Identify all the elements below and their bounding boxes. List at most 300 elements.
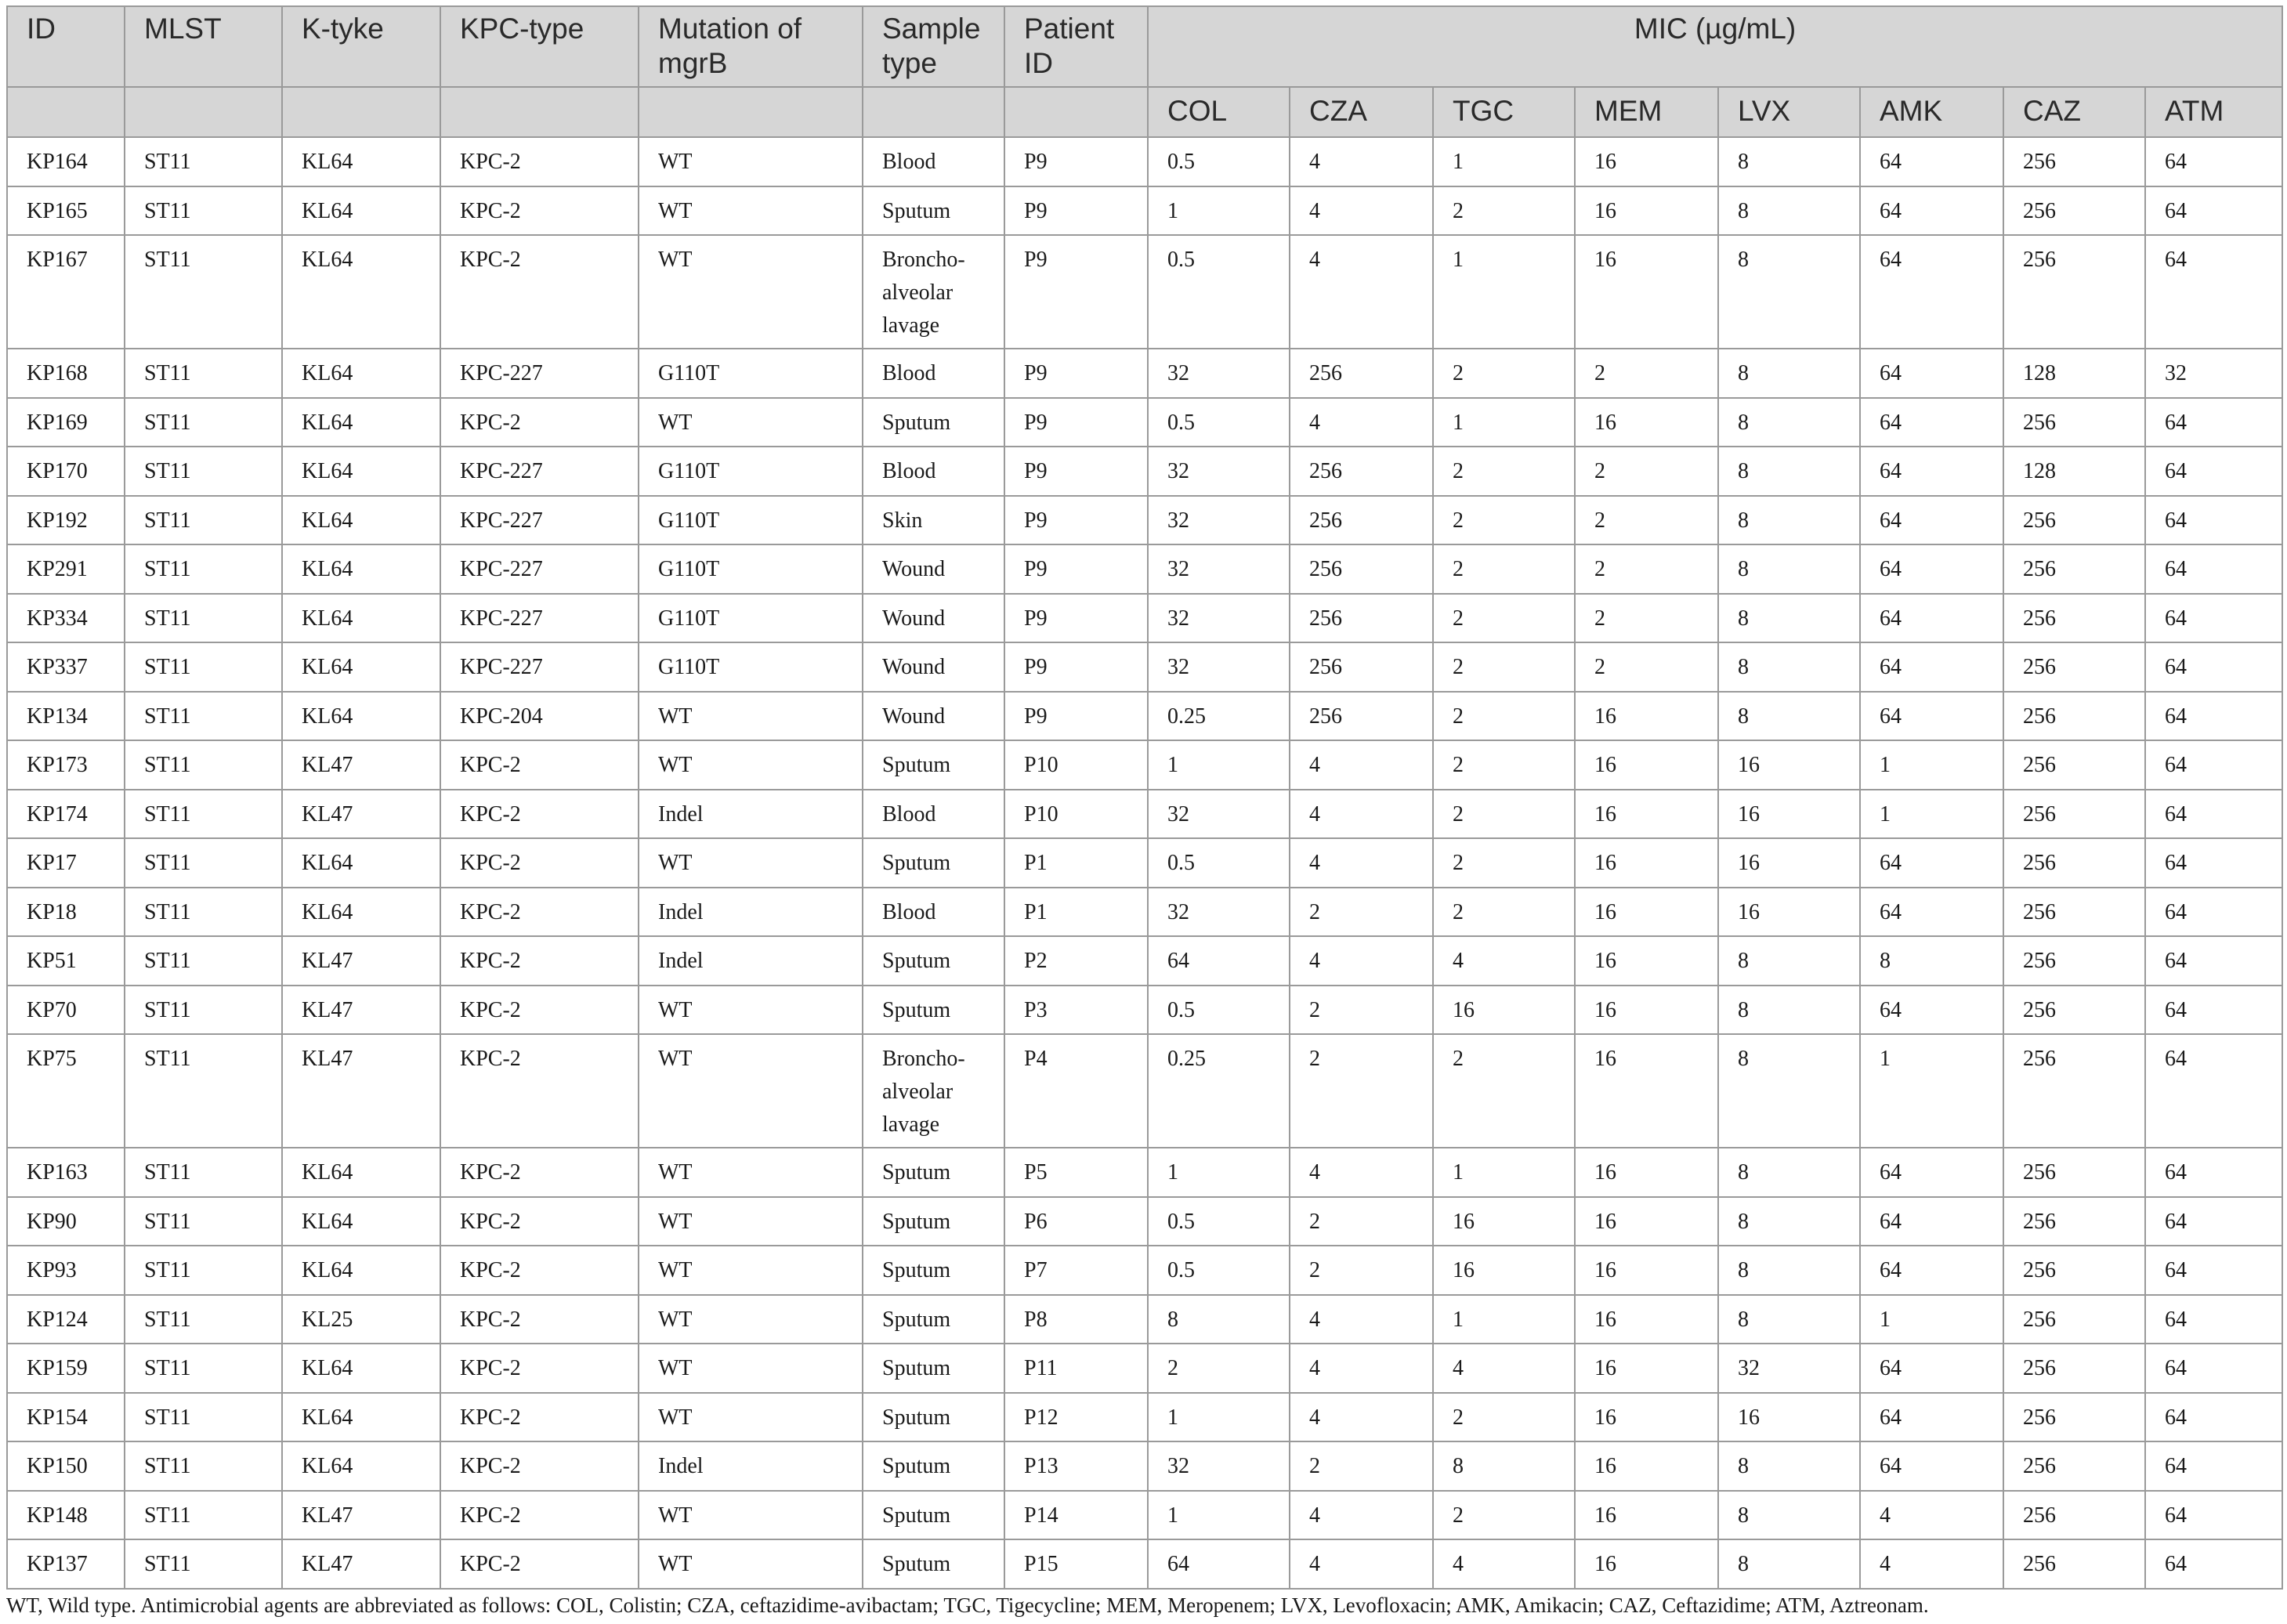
table-cell: 256 — [1290, 496, 1433, 545]
table-cell: KP164 — [7, 137, 125, 186]
table-cell: 8 — [1718, 1539, 1860, 1589]
table-cell: KP134 — [7, 692, 125, 741]
table-cell: 64 — [2145, 1148, 2282, 1197]
table-cell: 16 — [1575, 936, 1718, 986]
table-cell: WT — [639, 1295, 863, 1344]
table-row — [7, 235, 2282, 349]
table-cell: 256 — [2003, 642, 2145, 692]
table-cell: 2 — [1433, 496, 1575, 545]
table-row — [7, 1197, 2282, 1246]
table-cell: P9 — [1004, 496, 1148, 545]
table-row — [7, 1539, 2282, 1589]
table-cell: Sputum — [863, 1246, 1004, 1295]
table-cell: 64 — [2145, 740, 2282, 790]
table-cell: 256 — [2003, 790, 2145, 839]
table-cell: 2 — [1433, 642, 1575, 692]
table-cell: 4 — [1860, 1539, 2003, 1589]
table-cell: 64 — [2145, 496, 2282, 545]
table-cell: KL47 — [282, 936, 440, 986]
table-cell: 2 — [1575, 349, 1718, 398]
table-cell: 256 — [1290, 544, 1433, 594]
table-cell: 4 — [1290, 398, 1433, 447]
table-cell: 8 — [1718, 544, 1860, 594]
header-mutation: Mutation of mgrB — [639, 6, 863, 87]
table-cell: KP93 — [7, 1246, 125, 1295]
header-empty — [282, 87, 440, 137]
table-header — [7, 6, 2282, 137]
table-cell: 64 — [2145, 1246, 2282, 1295]
table-cell: 16 — [1575, 986, 1718, 1035]
table-cell: KP169 — [7, 398, 125, 447]
table-cell: WT — [639, 1344, 863, 1393]
table-cell: 2 — [1433, 1393, 1575, 1442]
table-cell: 16 — [1433, 986, 1575, 1035]
table-cell: 16 — [1575, 1491, 1718, 1540]
table-cell: P4 — [1004, 1034, 1148, 1148]
table-cell: 32 — [1148, 790, 1290, 839]
table-cell: 256 — [2003, 137, 2145, 186]
table-cell: 8 — [1718, 349, 1860, 398]
table-cell: KL64 — [282, 544, 440, 594]
table-cell: Sputum — [863, 398, 1004, 447]
table-cell: KP70 — [7, 986, 125, 1035]
table-cell: 64 — [2145, 1034, 2282, 1148]
table-cell: 64 — [2145, 1344, 2282, 1393]
table-cell: 16 — [1575, 398, 1718, 447]
table-cell: KPC-2 — [440, 986, 639, 1035]
header-mic-amk: AMK — [1860, 87, 2003, 137]
table-cell: KP334 — [7, 594, 125, 643]
table-cell: 2 — [1575, 642, 1718, 692]
table-cell: KL47 — [282, 986, 440, 1035]
table-cell: 16 — [1575, 1148, 1718, 1197]
table-row — [7, 447, 2282, 496]
table-cell: ST11 — [125, 936, 282, 986]
table-cell: 4 — [1290, 1344, 1433, 1393]
table-cell: 0.5 — [1148, 986, 1290, 1035]
table-cell: P12 — [1004, 1393, 1148, 1442]
table-cell: 64 — [2145, 544, 2282, 594]
table-cell: 256 — [2003, 1441, 2145, 1491]
table-cell: 2 — [1433, 349, 1575, 398]
table-cell: 8 — [1718, 594, 1860, 643]
mic-results-table — [6, 5, 2283, 1590]
table-cell: 1 — [1433, 235, 1575, 349]
table-cell: 64 — [2145, 838, 2282, 888]
table-cell: Sputum — [863, 838, 1004, 888]
table-cell: KP168 — [7, 349, 125, 398]
table-cell: 64 — [1860, 186, 2003, 236]
table-cell: 0.5 — [1148, 1197, 1290, 1246]
table-cell: ST11 — [125, 740, 282, 790]
table-cell: 2 — [1433, 888, 1575, 937]
table-cell: 64 — [2145, 235, 2282, 349]
table-cell: 256 — [2003, 1491, 2145, 1540]
table-cell: WT — [639, 740, 863, 790]
table-cell: 128 — [2003, 447, 2145, 496]
table-cell: Sputum — [863, 1197, 1004, 1246]
table-cell: KP150 — [7, 1441, 125, 1491]
table-row — [7, 986, 2282, 1035]
header-empty — [440, 87, 639, 137]
table-cell: KL64 — [282, 1441, 440, 1491]
table-cell: 2 — [1148, 1344, 1290, 1393]
table-cell: WT — [639, 1034, 863, 1148]
table-cell: 4 — [1433, 1539, 1575, 1589]
table-cell: G110T — [639, 496, 863, 545]
table-cell: 128 — [2003, 349, 2145, 398]
table-cell: 1 — [1860, 1034, 2003, 1148]
table-cell: G110T — [639, 544, 863, 594]
table-cell: 64 — [1860, 1148, 2003, 1197]
table-cell: 2 — [1433, 447, 1575, 496]
table-cell: ST11 — [125, 986, 282, 1035]
table-cell: 64 — [1860, 888, 2003, 937]
table-cell: 16 — [1575, 692, 1718, 741]
table-row — [7, 1393, 2282, 1442]
table-cell: KL64 — [282, 1246, 440, 1295]
table-cell: 8 — [1718, 137, 1860, 186]
table-cell: 8 — [1718, 447, 1860, 496]
table-cell: KPC-2 — [440, 137, 639, 186]
table-cell: 0.25 — [1148, 1034, 1290, 1148]
table-cell: 16 — [1718, 740, 1860, 790]
table-cell: Sputum — [863, 1344, 1004, 1393]
table-cell: 1 — [1433, 137, 1575, 186]
table-cell: 64 — [1860, 235, 2003, 349]
table-cell: 64 — [1860, 1246, 2003, 1295]
table-row — [7, 1344, 2282, 1393]
header-empty — [7, 87, 125, 137]
table-cell: G110T — [639, 642, 863, 692]
table-cell: 0.5 — [1148, 235, 1290, 349]
table-cell: 64 — [2145, 594, 2282, 643]
table-cell: 1 — [1148, 1491, 1290, 1540]
table-cell: 1 — [1860, 740, 2003, 790]
table-row — [7, 642, 2282, 692]
table-cell: WT — [639, 1491, 863, 1540]
table-cell: 256 — [2003, 1034, 2145, 1148]
table-cell: 16 — [1718, 790, 1860, 839]
table-cell: 64 — [1860, 594, 2003, 643]
table-cell: 8 — [1718, 642, 1860, 692]
table-cell: 2 — [1433, 594, 1575, 643]
table-cell: 2 — [1575, 447, 1718, 496]
table-cell: 256 — [1290, 349, 1433, 398]
table-cell: 64 — [2145, 986, 2282, 1035]
table-cell: 256 — [2003, 496, 2145, 545]
table-cell: 16 — [1575, 888, 1718, 937]
table-cell: KP154 — [7, 1393, 125, 1442]
table-cell: 2 — [1290, 1441, 1433, 1491]
table-cell: KL64 — [282, 447, 440, 496]
table-cell: KL64 — [282, 642, 440, 692]
table-cell: 256 — [2003, 692, 2145, 741]
table-cell: WT — [639, 235, 863, 349]
table-cell: 8 — [1718, 1295, 1860, 1344]
table-cell: KP18 — [7, 888, 125, 937]
table-cell: 4 — [1433, 936, 1575, 986]
table-row — [7, 496, 2282, 545]
table-cell: 64 — [1860, 1197, 2003, 1246]
table-cell: Blood — [863, 349, 1004, 398]
table-cell: KPC-227 — [440, 349, 639, 398]
table-cell: 2 — [1433, 1491, 1575, 1540]
table-cell: 4 — [1290, 1295, 1433, 1344]
table-cell: 16 — [1718, 888, 1860, 937]
table-cell: 64 — [1860, 398, 2003, 447]
table-cell: 64 — [2145, 447, 2282, 496]
table-cell: P9 — [1004, 186, 1148, 236]
table-cell: 16 — [1575, 1246, 1718, 1295]
table-cell: ST11 — [125, 1295, 282, 1344]
table-cell: 1 — [1860, 1295, 2003, 1344]
table-cell: P3 — [1004, 986, 1148, 1035]
table-row — [7, 692, 2282, 741]
table-cell: ST11 — [125, 692, 282, 741]
table-cell: ST11 — [125, 398, 282, 447]
table-cell: Indel — [639, 888, 863, 937]
table-cell: KP90 — [7, 1197, 125, 1246]
table-cell: KL64 — [282, 1344, 440, 1393]
table-cell: 32 — [1148, 496, 1290, 545]
table-cell: P9 — [1004, 642, 1148, 692]
table-row — [7, 740, 2282, 790]
table-cell: 16 — [1575, 740, 1718, 790]
table-cell: 64 — [1860, 447, 2003, 496]
table-cell: 16 — [1575, 1295, 1718, 1344]
table-cell: KPC-2 — [440, 1344, 639, 1393]
table-cell: 2 — [1290, 888, 1433, 937]
table-cell: 16 — [1433, 1246, 1575, 1295]
header-id: ID — [7, 6, 125, 87]
table-cell: Indel — [639, 936, 863, 986]
table-cell: 8 — [1718, 1197, 1860, 1246]
table-cell: ST11 — [125, 1197, 282, 1246]
table-cell: 16 — [1718, 1393, 1860, 1442]
table-cell: 256 — [2003, 1295, 2145, 1344]
table-cell: KL64 — [282, 1393, 440, 1442]
table-cell: P9 — [1004, 544, 1148, 594]
table-cell: KPC-227 — [440, 594, 639, 643]
table-cell: 256 — [2003, 544, 2145, 594]
table-cell: 16 — [1575, 1393, 1718, 1442]
table-cell: P10 — [1004, 740, 1148, 790]
table-cell: 2 — [1290, 1034, 1433, 1148]
table-cell: WT — [639, 692, 863, 741]
table-cell: 256 — [2003, 986, 2145, 1035]
table-cell: 4 — [1290, 1539, 1433, 1589]
header-mic-cza: CZA — [1290, 87, 1433, 137]
table-cell: WT — [639, 137, 863, 186]
table-cell: ST11 — [125, 1539, 282, 1589]
table-cell: 16 — [1575, 137, 1718, 186]
table-cell: 32 — [1148, 594, 1290, 643]
table-cell: Sputum — [863, 1539, 1004, 1589]
header-mic-group: MIC (µg/mL) — [1148, 6, 2282, 87]
table-cell: ST11 — [125, 235, 282, 349]
table-cell: P11 — [1004, 1344, 1148, 1393]
table-cell: 256 — [2003, 186, 2145, 236]
table-cell: 8 — [1433, 1441, 1575, 1491]
table-cell: KL64 — [282, 888, 440, 937]
table-cell: 256 — [2003, 1393, 2145, 1442]
table-cell: Indel — [639, 790, 863, 839]
table-cell: 8 — [1860, 936, 2003, 986]
table-cell: Blood — [863, 447, 1004, 496]
table-cell: 16 — [1575, 790, 1718, 839]
table-cell: 64 — [1860, 642, 2003, 692]
table-cell: 2 — [1433, 692, 1575, 741]
table-cell: KPC-2 — [440, 1539, 639, 1589]
table-row — [7, 1148, 2282, 1197]
header-row-1 — [7, 6, 2282, 87]
table-cell: KPC-2 — [440, 1441, 639, 1491]
header-kpc-type: KPC-type — [440, 6, 639, 87]
table-cell: 256 — [2003, 740, 2145, 790]
table-cell: 64 — [2145, 692, 2282, 741]
table-cell: KP159 — [7, 1344, 125, 1393]
table-cell: ST11 — [125, 1246, 282, 1295]
table-cell: P9 — [1004, 137, 1148, 186]
table-cell: Sputum — [863, 740, 1004, 790]
table-cell: WT — [639, 186, 863, 236]
table-cell: ST11 — [125, 888, 282, 937]
table-cell: 1 — [1433, 398, 1575, 447]
table-cell: KPC-2 — [440, 888, 639, 937]
table-cell: 0.5 — [1148, 137, 1290, 186]
table-cell: P7 — [1004, 1246, 1148, 1295]
table-cell: KL47 — [282, 740, 440, 790]
table-row — [7, 1295, 2282, 1344]
table-cell: KP337 — [7, 642, 125, 692]
table-cell: 64 — [2145, 642, 2282, 692]
table-cell: 16 — [1575, 1197, 1718, 1246]
table-cell: KP75 — [7, 1034, 125, 1148]
table-cell: WT — [639, 1539, 863, 1589]
table-cell: 64 — [2145, 1393, 2282, 1442]
table-cell: 4 — [1290, 1491, 1433, 1540]
table-cell: 64 — [2145, 1197, 2282, 1246]
table-cell: KPC-2 — [440, 790, 639, 839]
table-cell: KP291 — [7, 544, 125, 594]
table-cell: KPC-2 — [440, 1393, 639, 1442]
table-cell: 2 — [1433, 186, 1575, 236]
table-cell: 256 — [2003, 1148, 2145, 1197]
table-cell: ST11 — [125, 447, 282, 496]
header-patient-id: Patient ID — [1004, 6, 1148, 87]
header-mic-tgc: TGC — [1433, 87, 1575, 137]
table-cell: KL64 — [282, 398, 440, 447]
table-cell: KP192 — [7, 496, 125, 545]
table-cell: 4 — [1290, 790, 1433, 839]
table-cell: 32 — [1718, 1344, 1860, 1393]
table-cell: 256 — [2003, 1197, 2145, 1246]
table-cell: 4 — [1290, 740, 1433, 790]
table-cell: 64 — [1860, 137, 2003, 186]
table-cell: P5 — [1004, 1148, 1148, 1197]
table-cell: 256 — [2003, 1246, 2145, 1295]
table-cell: Sputum — [863, 1491, 1004, 1540]
table-cell: Indel — [639, 1441, 863, 1491]
table-cell: 2 — [1575, 544, 1718, 594]
table-cell: 1 — [1148, 186, 1290, 236]
header-k-type: K-tyke — [282, 6, 440, 87]
table-cell: KPC-227 — [440, 544, 639, 594]
table-cell: Blood — [863, 137, 1004, 186]
table-cell: KL64 — [282, 349, 440, 398]
table-cell: 16 — [1575, 235, 1718, 349]
table-cell: KPC-2 — [440, 1491, 639, 1540]
table-cell: 256 — [2003, 235, 2145, 349]
table-cell: ST11 — [125, 1034, 282, 1148]
table-cell: Sputum — [863, 1441, 1004, 1491]
table-cell: P9 — [1004, 692, 1148, 741]
table-cell: 16 — [1575, 1539, 1718, 1589]
table-cell: 64 — [2145, 936, 2282, 986]
table-cell: 2 — [1575, 594, 1718, 643]
table-cell: KL25 — [282, 1295, 440, 1344]
table-row — [7, 1441, 2282, 1491]
table-row — [7, 936, 2282, 986]
table-cell: 2 — [1433, 544, 1575, 594]
table-cell: 8 — [1718, 1441, 1860, 1491]
table-cell: P15 — [1004, 1539, 1148, 1589]
table-cell: P9 — [1004, 447, 1148, 496]
table-cell: P9 — [1004, 398, 1148, 447]
table-cell: 64 — [2145, 186, 2282, 236]
table-row — [7, 1034, 2282, 1148]
table-cell: Sputum — [863, 1393, 1004, 1442]
table-row — [7, 1246, 2282, 1295]
table-cell: 64 — [2145, 888, 2282, 937]
table-cell: 256 — [1290, 642, 1433, 692]
table-cell: 1 — [1433, 1295, 1575, 1344]
table-cell: KP170 — [7, 447, 125, 496]
table-cell: KPC-2 — [440, 936, 639, 986]
table-cell: KP137 — [7, 1539, 125, 1589]
table-cell: 64 — [1860, 1393, 2003, 1442]
table-cell: KP124 — [7, 1295, 125, 1344]
table-cell: 8 — [1718, 986, 1860, 1035]
table-cell: 64 — [1860, 1441, 2003, 1491]
table-cell: 8 — [1718, 398, 1860, 447]
table-cell: ST11 — [125, 594, 282, 643]
table-cell: 256 — [2003, 1344, 2145, 1393]
table-cell: 1 — [1148, 740, 1290, 790]
table-cell: 16 — [1433, 1197, 1575, 1246]
table-cell: 2 — [1290, 1246, 1433, 1295]
table-cell: 256 — [1290, 692, 1433, 741]
table-row — [7, 838, 2282, 888]
table-cell: P13 — [1004, 1441, 1148, 1491]
table-cell: KL47 — [282, 1539, 440, 1589]
table-cell: WT — [639, 1148, 863, 1197]
table-cell: 256 — [2003, 1539, 2145, 1589]
table-cell: ST11 — [125, 137, 282, 186]
table-cell: 64 — [2145, 137, 2282, 186]
table-cell: G110T — [639, 594, 863, 643]
table-cell: KP51 — [7, 936, 125, 986]
table-cell: 32 — [1148, 349, 1290, 398]
table-cell: KP174 — [7, 790, 125, 839]
table-cell: 64 — [2145, 1295, 2282, 1344]
table-row — [7, 1491, 2282, 1540]
table-cell: WT — [639, 398, 863, 447]
table-row — [7, 186, 2282, 236]
table-footnote: WT, Wild type. Antimicrobial agents are abbreviated as follows: COL, Colistin; CZA, ceftazidime-avibactam; TGC, Tigecycline; MEM, Meropenem; LVX, Levofloxacin; AMK, Amikacin; CAZ, Ceftazidime; ATM, Aztreonam. — [6, 1593, 1929, 1617]
table-cell: 0.5 — [1148, 398, 1290, 447]
